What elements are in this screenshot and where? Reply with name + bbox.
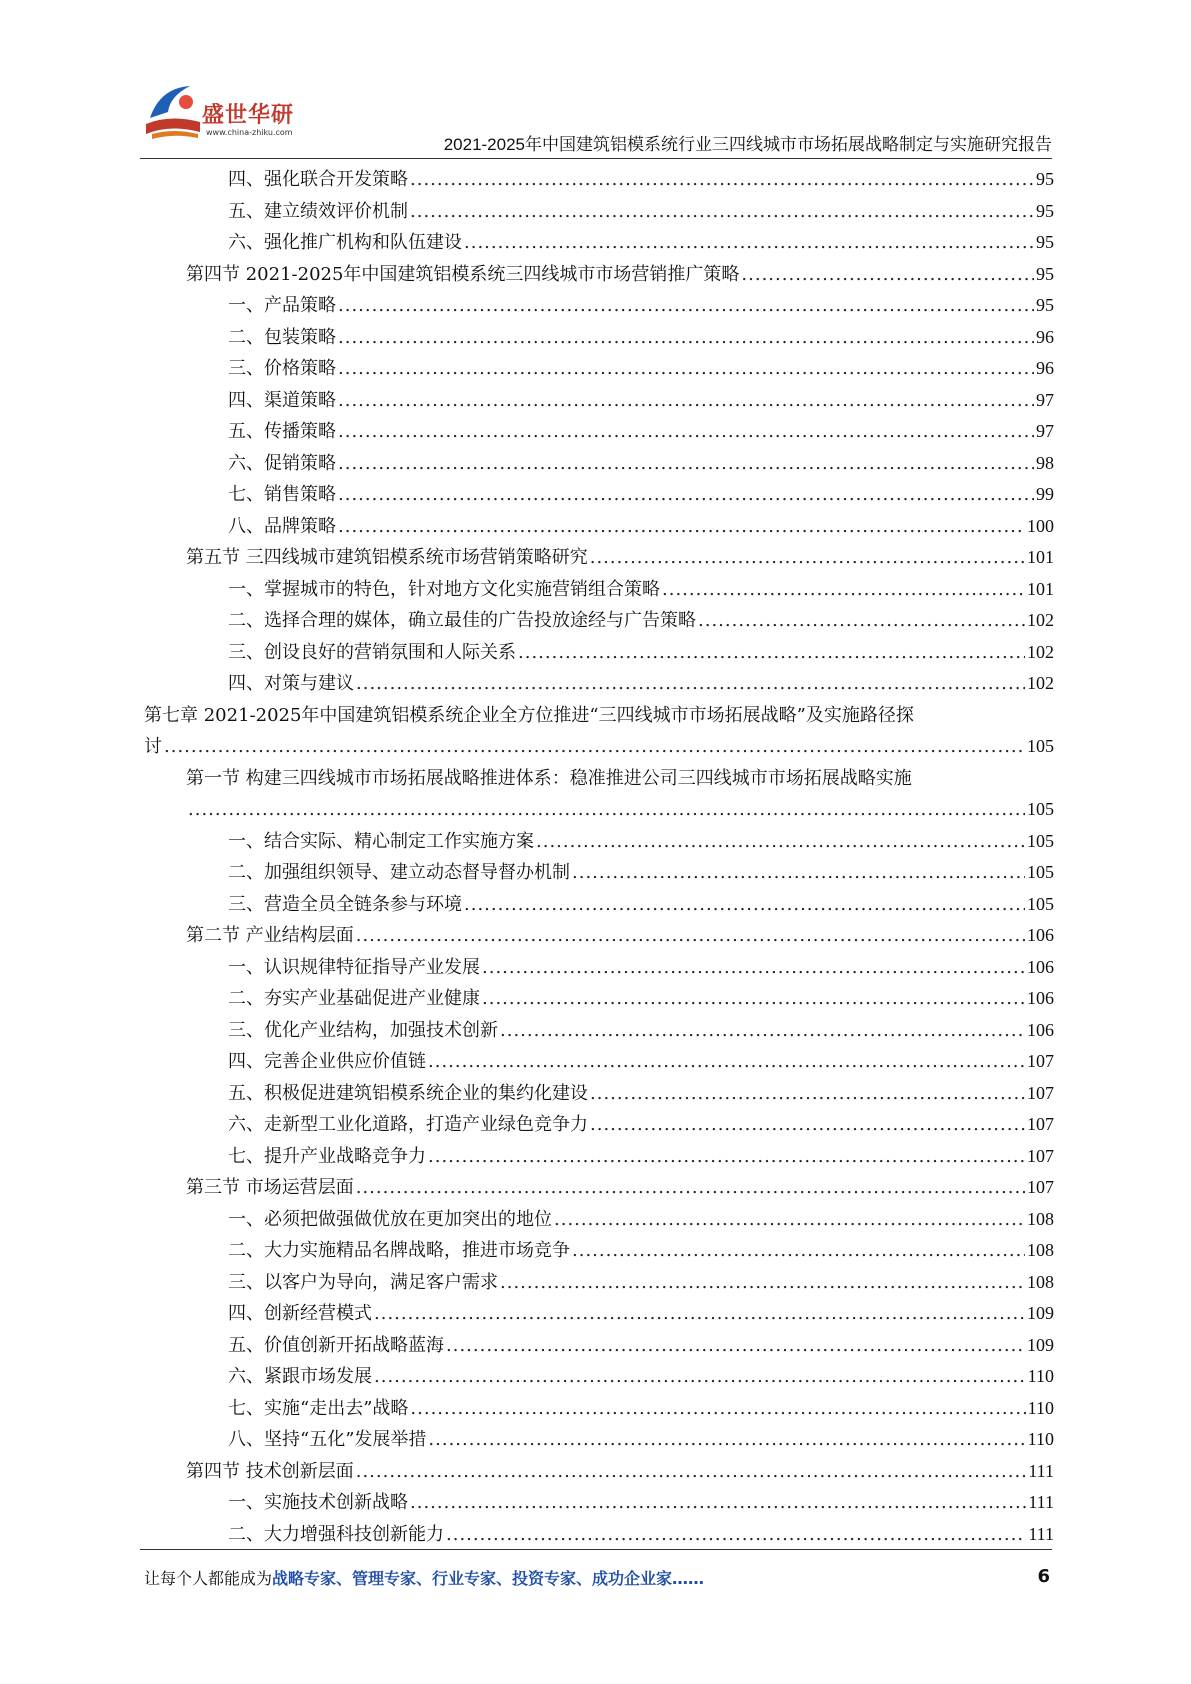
toc-page-number: 101 xyxy=(1027,547,1054,567)
toc-leader-dots xyxy=(356,668,1025,700)
toc-page-number: 95 xyxy=(1036,169,1054,189)
toc-entry-text: 一、掌握城市的特色，针对地方文化实施营销组合策略 xyxy=(228,578,660,600)
document-title: 2021-2025年中国建筑铝模系统行业三四线城市市场拓展战略制定与实施研究报告 xyxy=(443,135,1052,154)
toc-item-entry[interactable] xyxy=(144,1204,1054,1236)
toc-item-entry[interactable] xyxy=(144,605,1054,637)
toc-item-entry[interactable] xyxy=(144,952,1054,984)
toc-page-number: 109 xyxy=(1027,1334,1054,1355)
toc-entry-text: 第四节 2021-2025年中国建筑铝模系统三四线城市市场营销推广策略 xyxy=(186,263,740,285)
toc-leader-dots xyxy=(338,479,1034,511)
toc-entry-text: 二、夯实产业基础促进产业健康 xyxy=(228,988,480,1009)
toc-page-number: 96 xyxy=(1036,326,1054,347)
toc-item-entry[interactable] xyxy=(144,290,1054,322)
toc-item-entry[interactable] xyxy=(144,668,1054,700)
toc-page-number: 107 xyxy=(1027,1114,1054,1134)
toc-item-entry[interactable] xyxy=(144,1267,1054,1299)
toc-entry-text: 一、认识规律特征指导产业发展 xyxy=(228,956,480,978)
toc-item-entry[interactable] xyxy=(144,511,1054,543)
toc-chapter-heading[interactable] xyxy=(144,700,1054,732)
toc-item-entry[interactable] xyxy=(144,1141,1054,1173)
table-of-contents xyxy=(144,164,1054,1550)
toc-page-number: 111 xyxy=(1028,1492,1054,1512)
toc-item-entry[interactable] xyxy=(144,196,1054,228)
toc-page-number: 105 xyxy=(1027,830,1054,851)
company-logo xyxy=(140,78,340,148)
toc-item-entry[interactable] xyxy=(144,1519,1054,1551)
toc-leader-dots xyxy=(428,1141,1025,1173)
toc-page-number: 107 xyxy=(1027,1082,1054,1103)
toc-item-entry[interactable] xyxy=(144,857,1054,889)
toc-item-entry[interactable] xyxy=(144,479,1054,511)
toc-page-number: 107 xyxy=(1027,1177,1054,1197)
toc-page-number: 108 xyxy=(1027,1271,1054,1292)
toc-entry-text: 第七章 2021-2025年中国建筑铝模系统企业全方位推进“三四线城市市场拓展战略”及实施路径探 xyxy=(144,704,914,726)
toc-section-entry[interactable] xyxy=(144,542,1054,574)
toc-leader-dots xyxy=(338,322,1034,354)
toc-entry-text: 三、营造全员全链条参与环境 xyxy=(228,893,462,915)
toc-page-number: 106 xyxy=(1027,925,1054,945)
toc-page-number: 95 xyxy=(1036,232,1054,252)
toc-entry-text: 三、价格策略 xyxy=(228,358,336,379)
toc-leader-dots xyxy=(464,889,1025,921)
logo-text: 盛世华研 xyxy=(202,103,295,128)
toc-page-number: 105 xyxy=(1027,736,1054,756)
toc-item-entry[interactable] xyxy=(144,574,1054,606)
toc-item-entry[interactable] xyxy=(144,1393,1054,1425)
toc-leader-dots xyxy=(741,259,1034,291)
toc-entry-text: 八、品牌策略 xyxy=(228,515,336,537)
toc-item-entry[interactable] xyxy=(144,637,1054,669)
toc-entry-text: 五、价值创新开拓战略蓝海 xyxy=(228,1334,444,1356)
toc-leader-dots xyxy=(482,983,1025,1015)
toc-leader-dots xyxy=(500,1015,1025,1047)
toc-page-number: 99 xyxy=(1036,484,1054,504)
toc-leader-dots xyxy=(338,416,1034,448)
toc-entry-text: 第二节 产业结构层面 xyxy=(186,925,354,946)
toc-item-entry[interactable] xyxy=(144,1330,1054,1362)
toc-item-entry[interactable] xyxy=(144,1361,1054,1393)
toc-entry-text: 五、传播策略 xyxy=(228,421,336,442)
toc-item-entry[interactable] xyxy=(144,1487,1054,1519)
toc-item-entry[interactable] xyxy=(144,1015,1054,1047)
toc-item-entry[interactable] xyxy=(144,448,1054,480)
toc-entry-text: 二、大力增强科技创新能力 xyxy=(228,1523,444,1545)
toc-page-number: 95 xyxy=(1036,200,1054,221)
toc-leader-dots xyxy=(518,637,1025,669)
toc-leader-dots xyxy=(536,826,1025,858)
toc-page-number: 111 xyxy=(1028,1523,1054,1544)
toc-page-number: 107 xyxy=(1027,1051,1054,1071)
toc-leader-dots xyxy=(428,1424,1025,1456)
toc-page-number: 97 xyxy=(1036,389,1054,410)
toc-leader-dots xyxy=(572,1235,1025,1267)
toc-entry-text: 二、加强组织领导、建立动态督导督办机制 xyxy=(228,862,570,883)
toc-leader-dots xyxy=(338,448,1034,480)
toc-leader-dots xyxy=(482,952,1025,984)
toc-leader-dots xyxy=(590,1078,1025,1110)
toc-entry-text: 八、坚持“五化”发展举措 xyxy=(228,1429,427,1450)
toc-item-entry[interactable] xyxy=(144,1046,1054,1078)
toc-item-entry[interactable] xyxy=(144,322,1054,354)
toc-entry-text: 六、走新型工业化道路，打造产业绿色竞争力 xyxy=(228,1114,588,1135)
toc-item-entry[interactable] xyxy=(144,983,1054,1015)
toc-entry-text: 一、产品策略 xyxy=(228,295,336,316)
toc-leader-dots xyxy=(500,1267,1025,1299)
page-header xyxy=(140,78,1052,160)
toc-page-number: 109 xyxy=(1027,1303,1054,1323)
toc-leader-dots xyxy=(590,542,1025,574)
toc-section-entry[interactable] xyxy=(144,920,1054,952)
toc-leader-dots xyxy=(590,1109,1025,1141)
toc-item-entry[interactable] xyxy=(144,1424,1054,1456)
toc-leader-dots xyxy=(374,1361,1026,1393)
toc-leader-dots xyxy=(338,385,1034,417)
toc-entry-text: 三、创设良好的营销氛围和人际关系 xyxy=(228,641,516,663)
footer-slogan-prefix: 让每个人都能成为 xyxy=(144,1569,273,1588)
toc-item-entry[interactable] xyxy=(144,826,1054,858)
toc-leader-dots xyxy=(356,1456,1027,1488)
toc-item-entry[interactable] xyxy=(144,227,1054,259)
toc-entry-text: 四、创新经营模式 xyxy=(228,1303,372,1324)
toc-page-number: 105 xyxy=(1027,799,1054,819)
toc-page-number: 98 xyxy=(1036,452,1054,473)
toc-leader-dots xyxy=(188,794,1025,826)
toc-page-number: 110 xyxy=(1027,1429,1054,1449)
toc-leader-dots xyxy=(554,1204,1025,1236)
toc-leader-dots xyxy=(410,164,1034,196)
toc-entry-text: 四、完善企业供应价值链 xyxy=(228,1051,426,1072)
toc-entry-text: 第四节 技术创新层面 xyxy=(186,1460,354,1482)
toc-leader-dots xyxy=(374,1298,1025,1330)
toc-section-heading-continued[interactable] xyxy=(144,794,1054,826)
toc-leader-dots xyxy=(410,1487,1026,1519)
toc-leader-dots xyxy=(338,353,1034,385)
toc-entry-text: 七、实施“走出去”战略 xyxy=(228,1397,409,1419)
page-footer xyxy=(144,1566,1050,1589)
toc-item-entry[interactable] xyxy=(144,1078,1054,1110)
toc-item-entry[interactable] xyxy=(144,1109,1054,1141)
toc-page-number: 95 xyxy=(1036,295,1054,315)
toc-page-number: 105 xyxy=(1027,862,1054,882)
toc-entry-text: 二、大力实施精品名牌战略，推进市场竞争 xyxy=(228,1240,570,1261)
toc-section-entry[interactable] xyxy=(144,1456,1054,1488)
toc-leader-dots xyxy=(572,857,1025,889)
toc-entry-text: 讨 xyxy=(144,736,162,757)
logo-url: www.china-zhiku.com xyxy=(206,128,293,137)
toc-page-number: 110 xyxy=(1027,1397,1054,1418)
toc-entry-text: 六、促销策略 xyxy=(228,452,336,474)
toc-page-number: 95 xyxy=(1036,263,1054,284)
toc-item-entry[interactable] xyxy=(144,416,1054,448)
toc-entry-text: 四、强化联合开发策略 xyxy=(228,169,408,190)
toc-item-entry[interactable] xyxy=(144,1298,1054,1330)
toc-leader-dots xyxy=(338,290,1034,322)
toc-item-entry[interactable] xyxy=(144,1235,1054,1267)
toc-entry-text: 第五节 三四线城市建筑铝模系统市场营销策略研究 xyxy=(186,547,588,568)
footer-divider xyxy=(140,1549,1052,1550)
toc-leader-dots xyxy=(356,920,1025,952)
toc-page-number: 107 xyxy=(1027,1145,1054,1166)
toc-entry-text: 一、实施技术创新战略 xyxy=(228,1492,408,1513)
toc-page-number: 101 xyxy=(1027,578,1054,599)
toc-section-heading[interactable] xyxy=(144,763,1054,795)
toc-page-number: 106 xyxy=(1027,956,1054,977)
header-divider xyxy=(140,158,1052,159)
toc-entry-text: 一、结合实际、精心制定工作实施方案 xyxy=(228,830,534,852)
logo-emblem-icon xyxy=(140,78,210,144)
toc-entry-text: 七、提升产业战略竞争力 xyxy=(228,1145,426,1167)
toc-entry-text: 一、必须把做强做优放在更加突出的地位 xyxy=(228,1208,552,1230)
toc-page-number: 110 xyxy=(1027,1366,1054,1386)
toc-leader-dots xyxy=(698,605,1025,637)
toc-leader-dots xyxy=(662,574,1025,606)
toc-page-number: 105 xyxy=(1027,893,1054,914)
toc-entry-text: 六、紧跟市场发展 xyxy=(228,1366,372,1387)
toc-page-number: 111 xyxy=(1028,1460,1054,1481)
toc-entry-text: 四、对策与建议 xyxy=(228,673,354,694)
toc-section-entry[interactable] xyxy=(144,259,1054,291)
toc-chapter-heading-continued[interactable] xyxy=(144,731,1054,763)
toc-leader-dots xyxy=(446,1330,1025,1362)
toc-item-entry[interactable] xyxy=(144,353,1054,385)
toc-entry-text: 五、积极促进建筑铝模系统企业的集约化建设 xyxy=(228,1082,588,1104)
toc-entry-text: 三、以客户为导向，满足客户需求 xyxy=(228,1271,498,1293)
toc-page-number: 97 xyxy=(1036,421,1054,441)
toc-group xyxy=(144,164,1054,700)
toc-item-entry[interactable] xyxy=(144,164,1054,196)
toc-leader-dots xyxy=(428,1046,1025,1078)
toc-entry-text: 二、包装策略 xyxy=(228,326,336,348)
toc-page-number: 102 xyxy=(1027,610,1054,630)
toc-entry-text: 五、建立绩效评价机制 xyxy=(228,200,408,222)
toc-entry-text: 第一节 构建三四线城市市场拓展战略推进体系：稳准推进公司三四线城市市场拓展战略实施 xyxy=(186,767,912,789)
toc-entry-text: 三、优化产业结构，加强技术创新 xyxy=(228,1019,498,1041)
toc-item-entry[interactable] xyxy=(144,385,1054,417)
toc-leader-dots xyxy=(464,227,1034,259)
toc-group xyxy=(144,826,1054,1551)
toc-entry-text: 四、渠道策略 xyxy=(228,389,336,411)
toc-item-entry[interactable] xyxy=(144,889,1054,921)
toc-page-number: 96 xyxy=(1036,358,1054,378)
toc-leader-dots xyxy=(410,1393,1025,1425)
toc-leader-dots xyxy=(338,511,1025,543)
toc-entry-text: 七、销售策略 xyxy=(228,484,336,505)
toc-section-entry[interactable] xyxy=(144,1172,1054,1204)
toc-entry-text: 六、强化推广机构和队伍建设 xyxy=(228,232,462,253)
toc-leader-dots xyxy=(446,1519,1026,1551)
page-number: 6 xyxy=(1037,1566,1050,1587)
toc-page-number: 102 xyxy=(1027,673,1054,693)
toc-leader-dots xyxy=(164,731,1025,763)
toc-page-number: 106 xyxy=(1027,1019,1054,1040)
toc-page-number: 108 xyxy=(1027,1208,1054,1229)
toc-page-number: 106 xyxy=(1027,988,1054,1008)
footer-slogan-roles: 战略专家、管理专家、行业专家、投资专家、成功企业家…… xyxy=(272,1569,705,1588)
toc-page-number: 100 xyxy=(1027,515,1054,536)
toc-entry-text: 第三节 市场运营层面 xyxy=(186,1177,354,1198)
toc-leader-dots xyxy=(410,196,1034,228)
toc-entry-text: 二、选择合理的媒体，确立最佳的广告投放途经与广告策略 xyxy=(228,610,696,631)
toc-page-number: 108 xyxy=(1027,1240,1054,1260)
toc-leader-dots xyxy=(356,1172,1025,1204)
toc-page-number: 102 xyxy=(1027,641,1054,662)
